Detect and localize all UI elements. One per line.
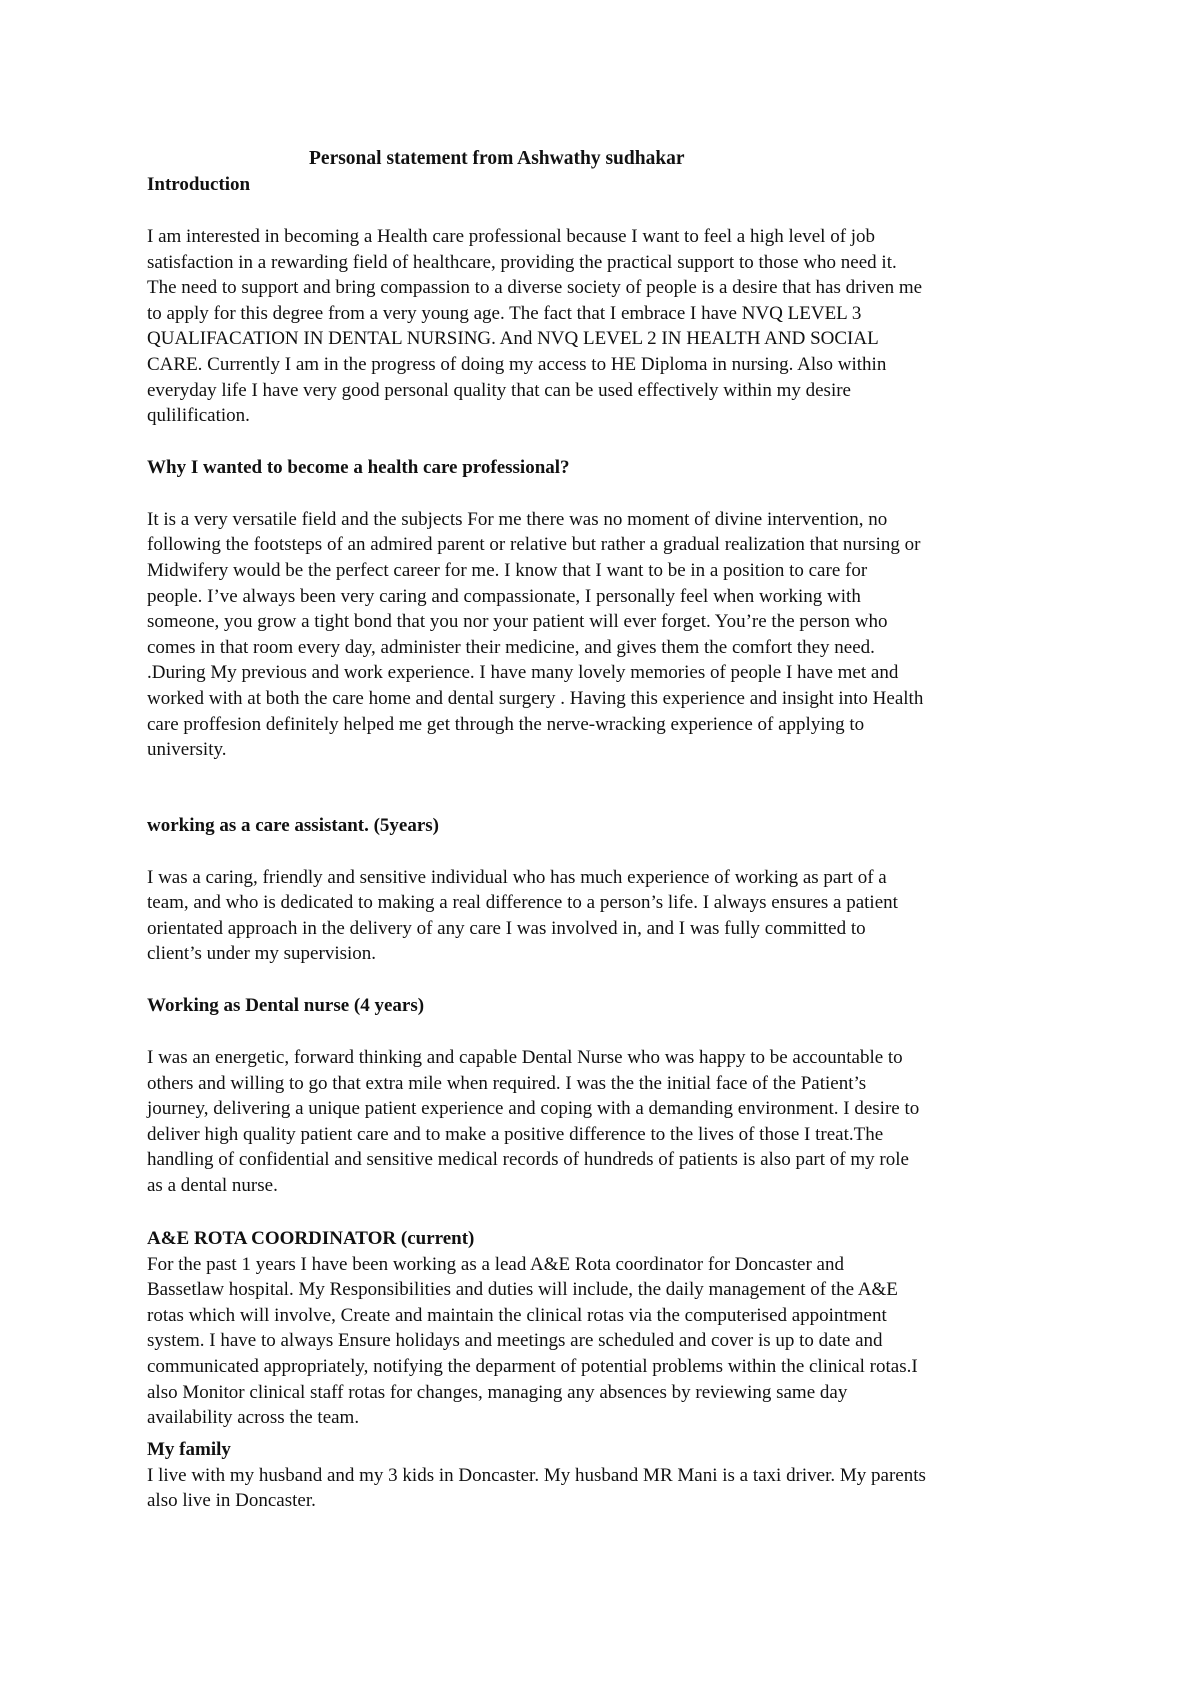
paragraph-why (147, 507, 1067, 763)
text-line: I was a caring, friendly and sensitive individual who has much experience of working as part of a (147, 866, 887, 888)
text-line: team, and who is dedicated to making a real difference to a person’s life. I always ensures a patient (147, 892, 898, 914)
text-line: I am interested in becoming a Health care professional because I want to feel a high level of job (147, 226, 876, 247)
text-line: availability across the team. (147, 1407, 360, 1429)
text-line: following the footsteps of an admired parent or relative but rather a gradual realization that nursing or (147, 534, 921, 556)
text-line: comes in that room every day, administer their medicine, and gives them the comfort they need. (147, 636, 875, 658)
text-line: .During My previous and work experience. I have many lovely memories of people I have met and (147, 662, 899, 684)
text-line: The need to support and bring compassion to a diverse society of people is a desire that has driven me (147, 277, 923, 299)
text-line: client’s under my supervision. (147, 943, 377, 965)
heading-my-family: My family (147, 1438, 231, 1460)
text-line: I live with my husband and my 3 kids in Doncaster. My husband MR Mani is a taxi driver. My parents (147, 1464, 926, 1486)
paragraph-dental-nurse (147, 1045, 1067, 1199)
text-line: CARE. Currently I am in the progress of doing my access to HE Diploma in nursing. Also within (147, 353, 887, 375)
text-line: care proffesion definitely helped me get through the nerve-wracking experience of applying to (147, 713, 865, 735)
text-line: university. (147, 739, 227, 761)
text-line: communicated appropriately, notifying the deparment of potential problems within the clinical rotas.I (147, 1356, 918, 1377)
text-line: It is a very versatile field and the subjects For me there was no moment of divine intervention, no (147, 508, 888, 530)
text-line: everyday life I have very good personal quality that can be used effectively within my desire (147, 379, 851, 401)
text-line: satisfaction in a rewarding field of healthcare, providing the practical support to those who need it. (147, 251, 897, 273)
text-line: deliver high quality patient care and to make a positive difference to the lives of those I treat.The (147, 1123, 884, 1145)
text-line: also Monitor clinical staff rotas for changes, managing any absences by reviewing same day (147, 1381, 848, 1403)
text-line: people. I’ve always been very caring and compassionate, I personally feel when working with (147, 585, 861, 607)
text-line: also live in Doncaster. (147, 1490, 316, 1512)
text-line: system. I have to always Ensure holidays and meetings are scheduled and cover is up to date and (147, 1330, 883, 1352)
text-line: others and willing to go that extra mile when required. I was the the initial face of the Patient’s (147, 1072, 867, 1094)
text-line: as a dental nurse. (147, 1175, 278, 1197)
text-line: qulilification. (147, 405, 250, 427)
document-title: Personal statement from Ashwathy sudhakar (309, 148, 685, 169)
text-line: someone, you grow a tight bond that you nor your patient will ever forget. You’re the person who (147, 611, 888, 633)
text-line: QUALIFACATION IN DENTAL NURSING. And NVQ LEVEL 2 IN HEALTH AND SOCIAL (147, 328, 879, 350)
text-line: worked with at both the care home and dental surgery . Having this experience and insight into Health (147, 687, 924, 709)
text-line: orientated approach in the delivery of any care I was involved in, and I was fully committed to (147, 917, 866, 939)
paragraph-introduction (147, 224, 1067, 429)
text-line: journey, delivering a unique patient experience and coping with a demanding environment. I desire to (147, 1098, 920, 1120)
text-line: For the past 1 years I have been working as a lead A&E Rota coordinator for Doncaster and (147, 1253, 844, 1275)
text-line: handling of confidential and sensitive medical records of hundreds of patients is also part of my role (147, 1149, 909, 1171)
paragraph-rota-coordinator (147, 1252, 1067, 1431)
heading-rota-coordinator: A&E ROTA COORDINATOR (current) (147, 1227, 475, 1249)
paragraph-my-family (147, 1463, 1067, 1514)
text-line: to apply for this degree from a very young age. The fact that I embrace I have NVQ LEVEL 3 (147, 302, 862, 324)
document-body (147, 146, 1067, 1514)
heading-introduction: Introduction (147, 174, 251, 195)
text-line: Midwifery would be the perfect career for me. I know that I want to be in a position to care for (147, 559, 868, 581)
text-line: I was an energetic, forward thinking and capable Dental Nurse who was happy to be accountable to (147, 1047, 903, 1069)
paragraph-care-assistant (147, 865, 1067, 967)
text-line: Bassetlaw hospital. My Responsibilities and duties will include, the daily management of the A&E (147, 1279, 898, 1301)
text-line: rotas which will involve, Create and maintain the clinical rotas via the computerised appointment (147, 1304, 887, 1326)
heading-why: Why I wanted to become a health care professional? (147, 456, 570, 478)
heading-dental-nurse: Working as Dental nurse (4 years) (147, 995, 425, 1017)
heading-care-assistant: working as a care assistant. (5years) (147, 814, 440, 836)
